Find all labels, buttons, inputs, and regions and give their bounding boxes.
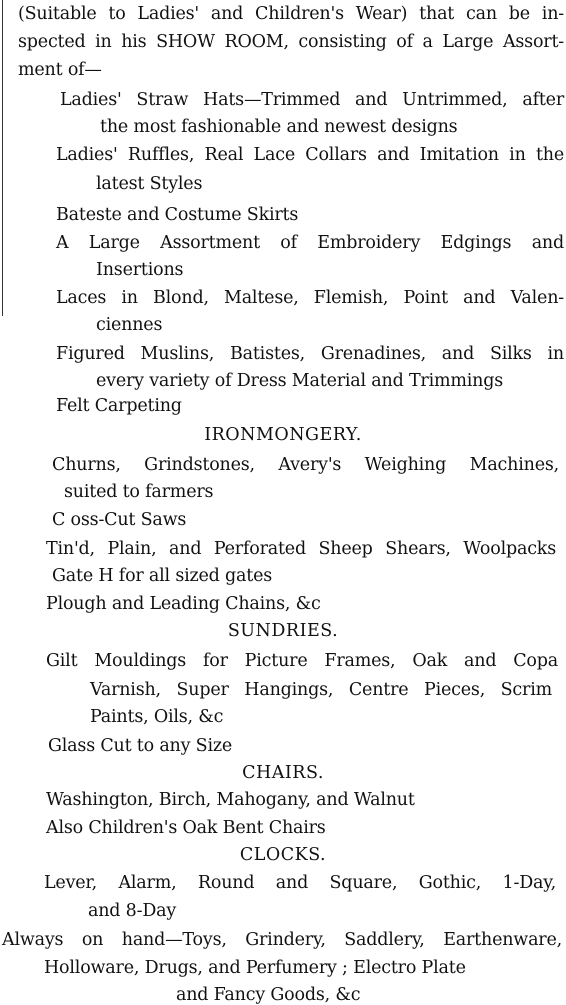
list-item-continuation: suited to farmers bbox=[64, 482, 214, 502]
list-item: C oss-Cut Saws bbox=[52, 510, 187, 530]
list-item: Lever, Alarm, Round and Square, Gothic, 1-Day, bbox=[44, 873, 556, 893]
section-heading-sundries: SUNDRIES. bbox=[227, 621, 339, 641]
footer-line: and Fancy Goods, &c bbox=[176, 985, 361, 1005]
list-item-continuation: Insertions bbox=[96, 260, 184, 280]
list-item: Laces in Blond, Maltese, Flemish, Point and Valen- bbox=[56, 288, 564, 308]
intro-line: spected in his SHOW ROOM, consisting of a Large Assort- bbox=[18, 32, 564, 52]
list-item-continuation: Varnish, Super Hangings, Centre Pieces, Scrim bbox=[90, 680, 552, 700]
footer-line: Always on hand—Toys, Grindery, Saddlery, Earthenware, bbox=[2, 930, 562, 950]
list-item: Washington, Birch, Mahogany, and Walnut bbox=[46, 790, 415, 810]
list-item: Churns, Grindstones, Avery's Weighing Machines, bbox=[52, 455, 559, 475]
list-item-continuation: latest Styles bbox=[96, 174, 203, 194]
list-item: Figured Muslins, Batistes, Grenadines, and Silks in bbox=[56, 344, 564, 364]
list-item: Ladies' Straw Hats—Trimmed and Untrimmed, after bbox=[60, 90, 564, 110]
list-item: Gilt Mouldings for Picture Frames, Oak and Copa bbox=[46, 651, 558, 671]
list-item: Tin'd, Plain, and Perforated Sheep Shears, Woolpacks bbox=[46, 539, 556, 559]
list-item: Gate H for all sized gates bbox=[52, 566, 273, 586]
intro-line: (Suitable to Ladies' and Children's Wear) that can be in- bbox=[18, 4, 564, 24]
list-item: A Large Assortment of Embroidery Edgings and bbox=[56, 233, 564, 253]
list-item: Felt Carpeting bbox=[56, 396, 182, 416]
list-item: Bateste and Costume Skirts bbox=[56, 205, 299, 225]
list-item-continuation: every variety of Dress Material and Trimmings bbox=[96, 371, 504, 391]
list-item: Also Children's Oak Bent Chairs bbox=[46, 818, 326, 838]
list-item: Ladies' Ruffles, Real Lace Collars and Imitation in the bbox=[56, 145, 564, 165]
list-item-continuation: ciennes bbox=[96, 315, 163, 335]
list-item: Glass Cut to any Size bbox=[48, 736, 233, 756]
list-item-continuation: the most fashionable and newest designs bbox=[100, 117, 458, 137]
footer-line: Holloware, Drugs, and Perfumery ; Electro Plate bbox=[44, 958, 466, 978]
section-heading-clocks: CLOCKS. bbox=[239, 845, 327, 865]
column-rule bbox=[2, 0, 3, 316]
list-item-continuation: and 8-Day bbox=[88, 901, 177, 921]
list-item: Plough and Leading Chains, &c bbox=[46, 594, 321, 614]
section-heading-ironmongery: IRONMONGERY. bbox=[204, 425, 362, 445]
intro-line: ment of— bbox=[18, 60, 102, 80]
section-heading-chairs: CHAIRS. bbox=[242, 763, 324, 783]
list-item-continuation: Paints, Oils, &c bbox=[90, 707, 224, 727]
